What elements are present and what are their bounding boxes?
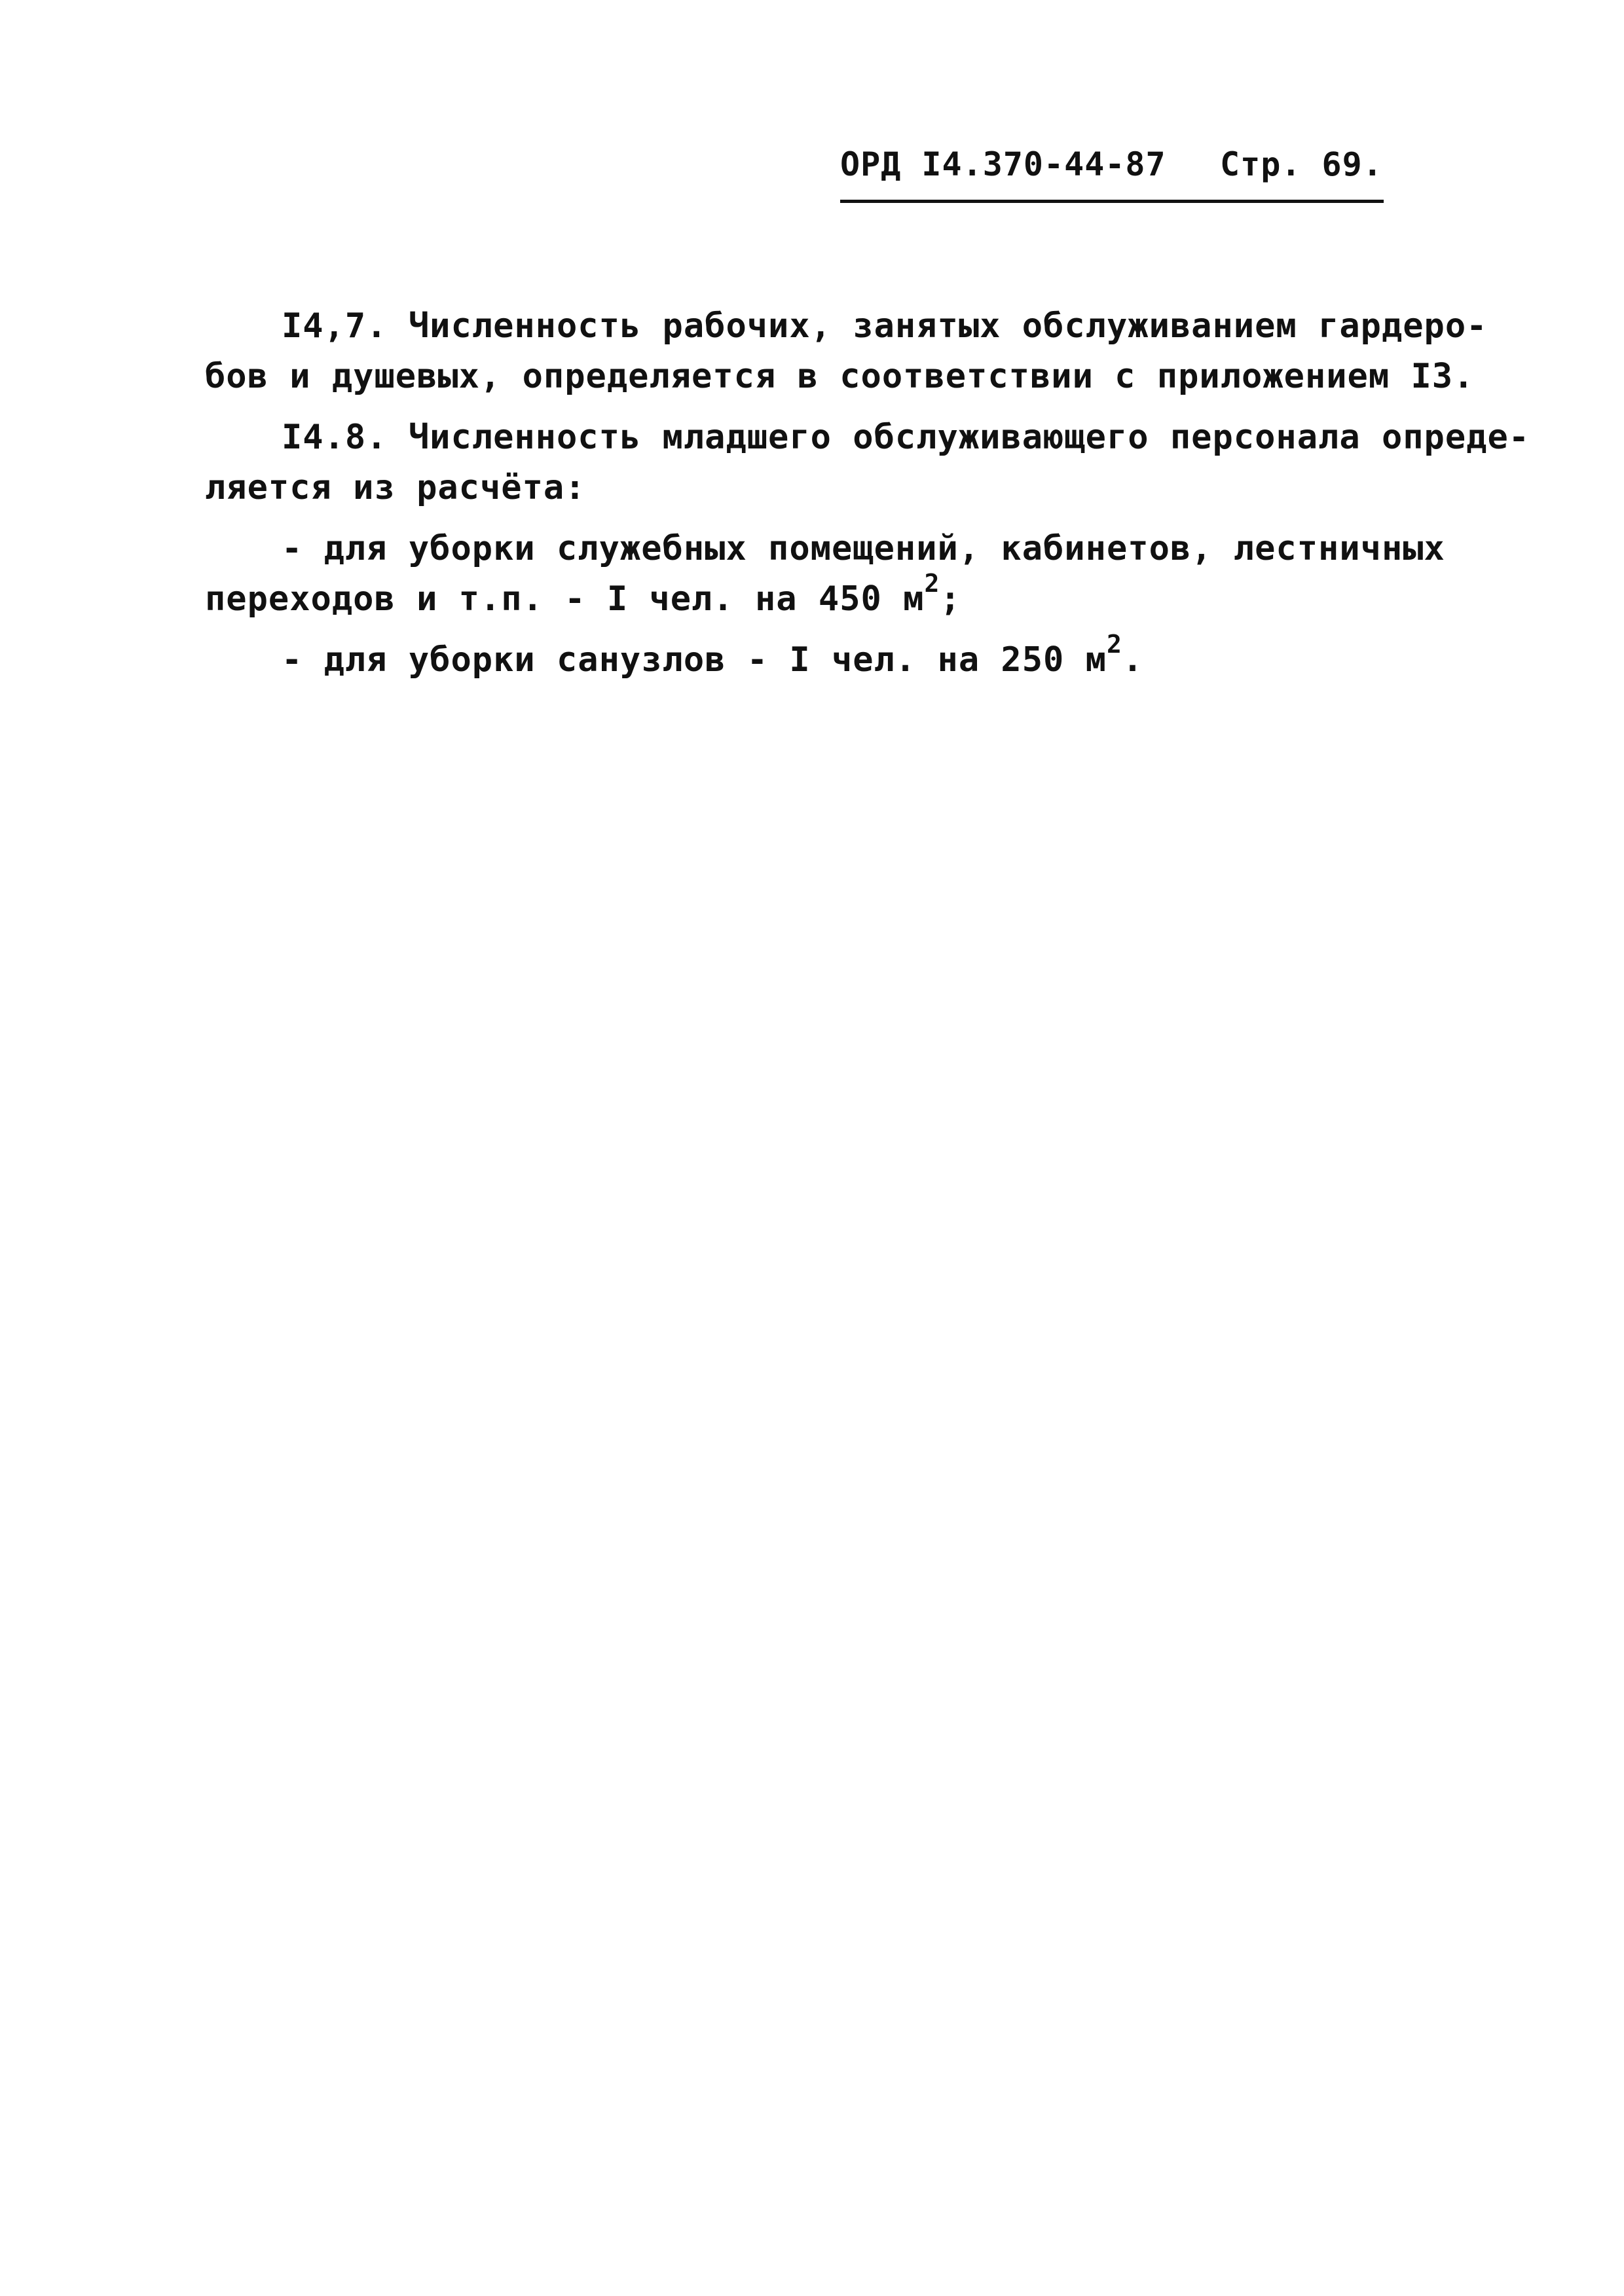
paragraph-14-7-line-1: I4,7. Численность рабочих, занятых обслуживанием гардеро- [282, 306, 1488, 346]
superscript-2: 2 [1106, 630, 1122, 659]
page-header [840, 137, 1384, 203]
list-item-1-end: ; [940, 579, 961, 619]
superscript-2: 2 [924, 569, 940, 598]
paragraph-14-8-line-1: I4.8. Численность младшего обслуживающего персонала опреде- [282, 418, 1530, 457]
list-item-1-line-1: - для уборки служебных помещений, кабинетов, лестничных [282, 529, 1445, 568]
list-item-1-text: переходов и т.п. - I чел. на 450 м [205, 579, 925, 619]
list-item-2-text: - для уборки санузлов - I чел. на 250 м [282, 640, 1107, 680]
list-item-2 [282, 630, 1144, 680]
list-item-2-end: . [1122, 640, 1144, 680]
document-code: ОРД I4.370-44-87 [840, 145, 1166, 183]
paragraph-14-8-line-2: ляется из расчёта: [205, 468, 586, 507]
list-item-1-line-2 [205, 569, 961, 619]
header-underline [840, 200, 1384, 203]
paragraph-14-7-line-2: бов и душевых, определяется в соответствии с приложением I3. [205, 357, 1475, 396]
page-number: Стр. 69. [1220, 145, 1383, 183]
